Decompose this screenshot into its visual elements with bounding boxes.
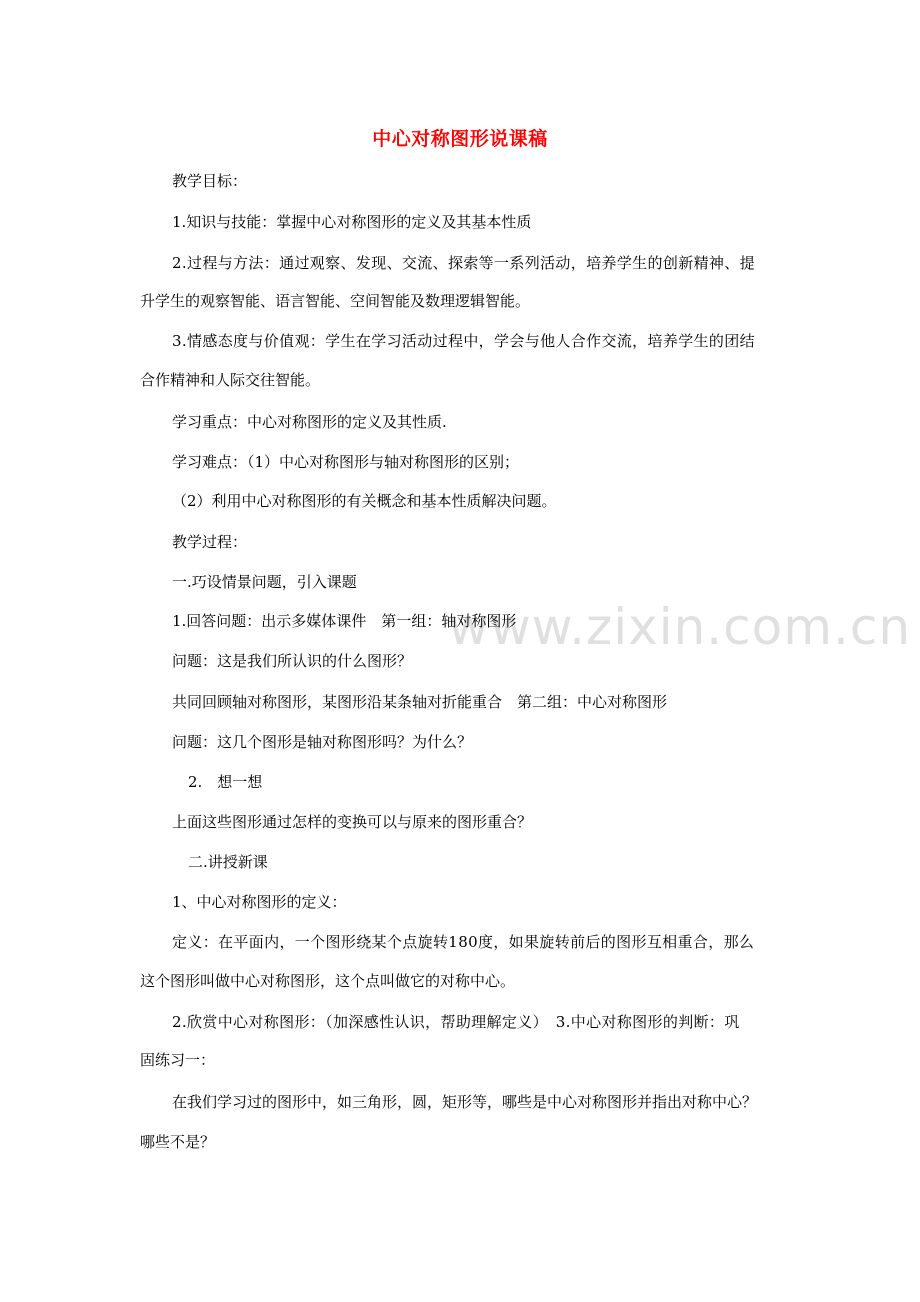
paragraph-line: 共同回顾轴对称图形，某图形沿某条轴对折能重合 第二组：中心对称图形 [172,693,668,711]
paragraph-line: 在我们学习过的图形中，如三角形，圆，矩形等，哪些是中心对称图形并指出对称中心？ [172,1093,758,1111]
paragraph-line: 固练习一： [140,1051,216,1069]
section-heading: 一.巧设情景问题，引入课题 [172,573,357,591]
paragraph-line: 2.过程与方法：通过观察、发现、交流、探索等一系列活动，培养学生的创新精神、提 [172,254,755,272]
paragraph-line: 1.回答问题：出示多媒体课件 第一组：轴对称图形 [172,612,517,630]
document-title: 中心对称图形说课稿 [372,128,548,150]
watermark: www.zixin.com.cn [448,598,912,656]
paragraph-line: 3.情感态度与价值观：学生在学习活动过程中，学会与他人合作交流，培养学生的团结 [172,332,755,350]
paragraph-line: 问题：这几个图形是轴对称图形吗？为什么？ [172,733,473,751]
paragraph-line: 2. 想一想 [188,773,263,791]
paragraph-line: 定义：在平面内，一个图形绕某个点旋转180度，如果旋转前后的图形互相重合，那么 [172,933,755,951]
paragraph-line: 上面这些图形通过怎样的变换可以与原来的图形重合？ [172,813,533,831]
paragraph-line: 问题：这是我们所认识的什么图形？ [172,652,413,670]
paragraph-line: 2.欣赏中心对称图形：（加深感性认识，帮助理解定义） 3.中心对称图形的判断：巩 [172,1013,740,1031]
paragraph-line: 合作精神和人际交往智能。 [140,371,321,389]
paragraph-line: 1.知识与技能：掌握中心对称图形的定义及其基本性质 [172,213,532,231]
section-heading: 二.讲授新课 [188,853,268,871]
paragraph-line: 1、中心对称图形的定义： [172,893,347,911]
paragraph-line: 这个图形叫做中心对称图形，这个点叫做它的对称中心。 [140,972,516,990]
paragraph-line: 学习重点：中心对称图形的定义及其性质. [172,413,447,431]
section-heading: 教学目标： [172,172,248,190]
paragraph-line: （2）利用中心对称图形的有关概念和基本性质解决问题。 [172,492,557,510]
paragraph-line: 升学生的观察智能、语言智能、空间智能及数理逻辑智能。 [140,292,531,310]
paragraph-line: 学习难点：（1）中心对称图形与轴对称图形的区别； [172,453,520,471]
paragraph-line: 哪些不是？ [140,1133,216,1151]
section-heading: 教学过程： [172,533,248,551]
